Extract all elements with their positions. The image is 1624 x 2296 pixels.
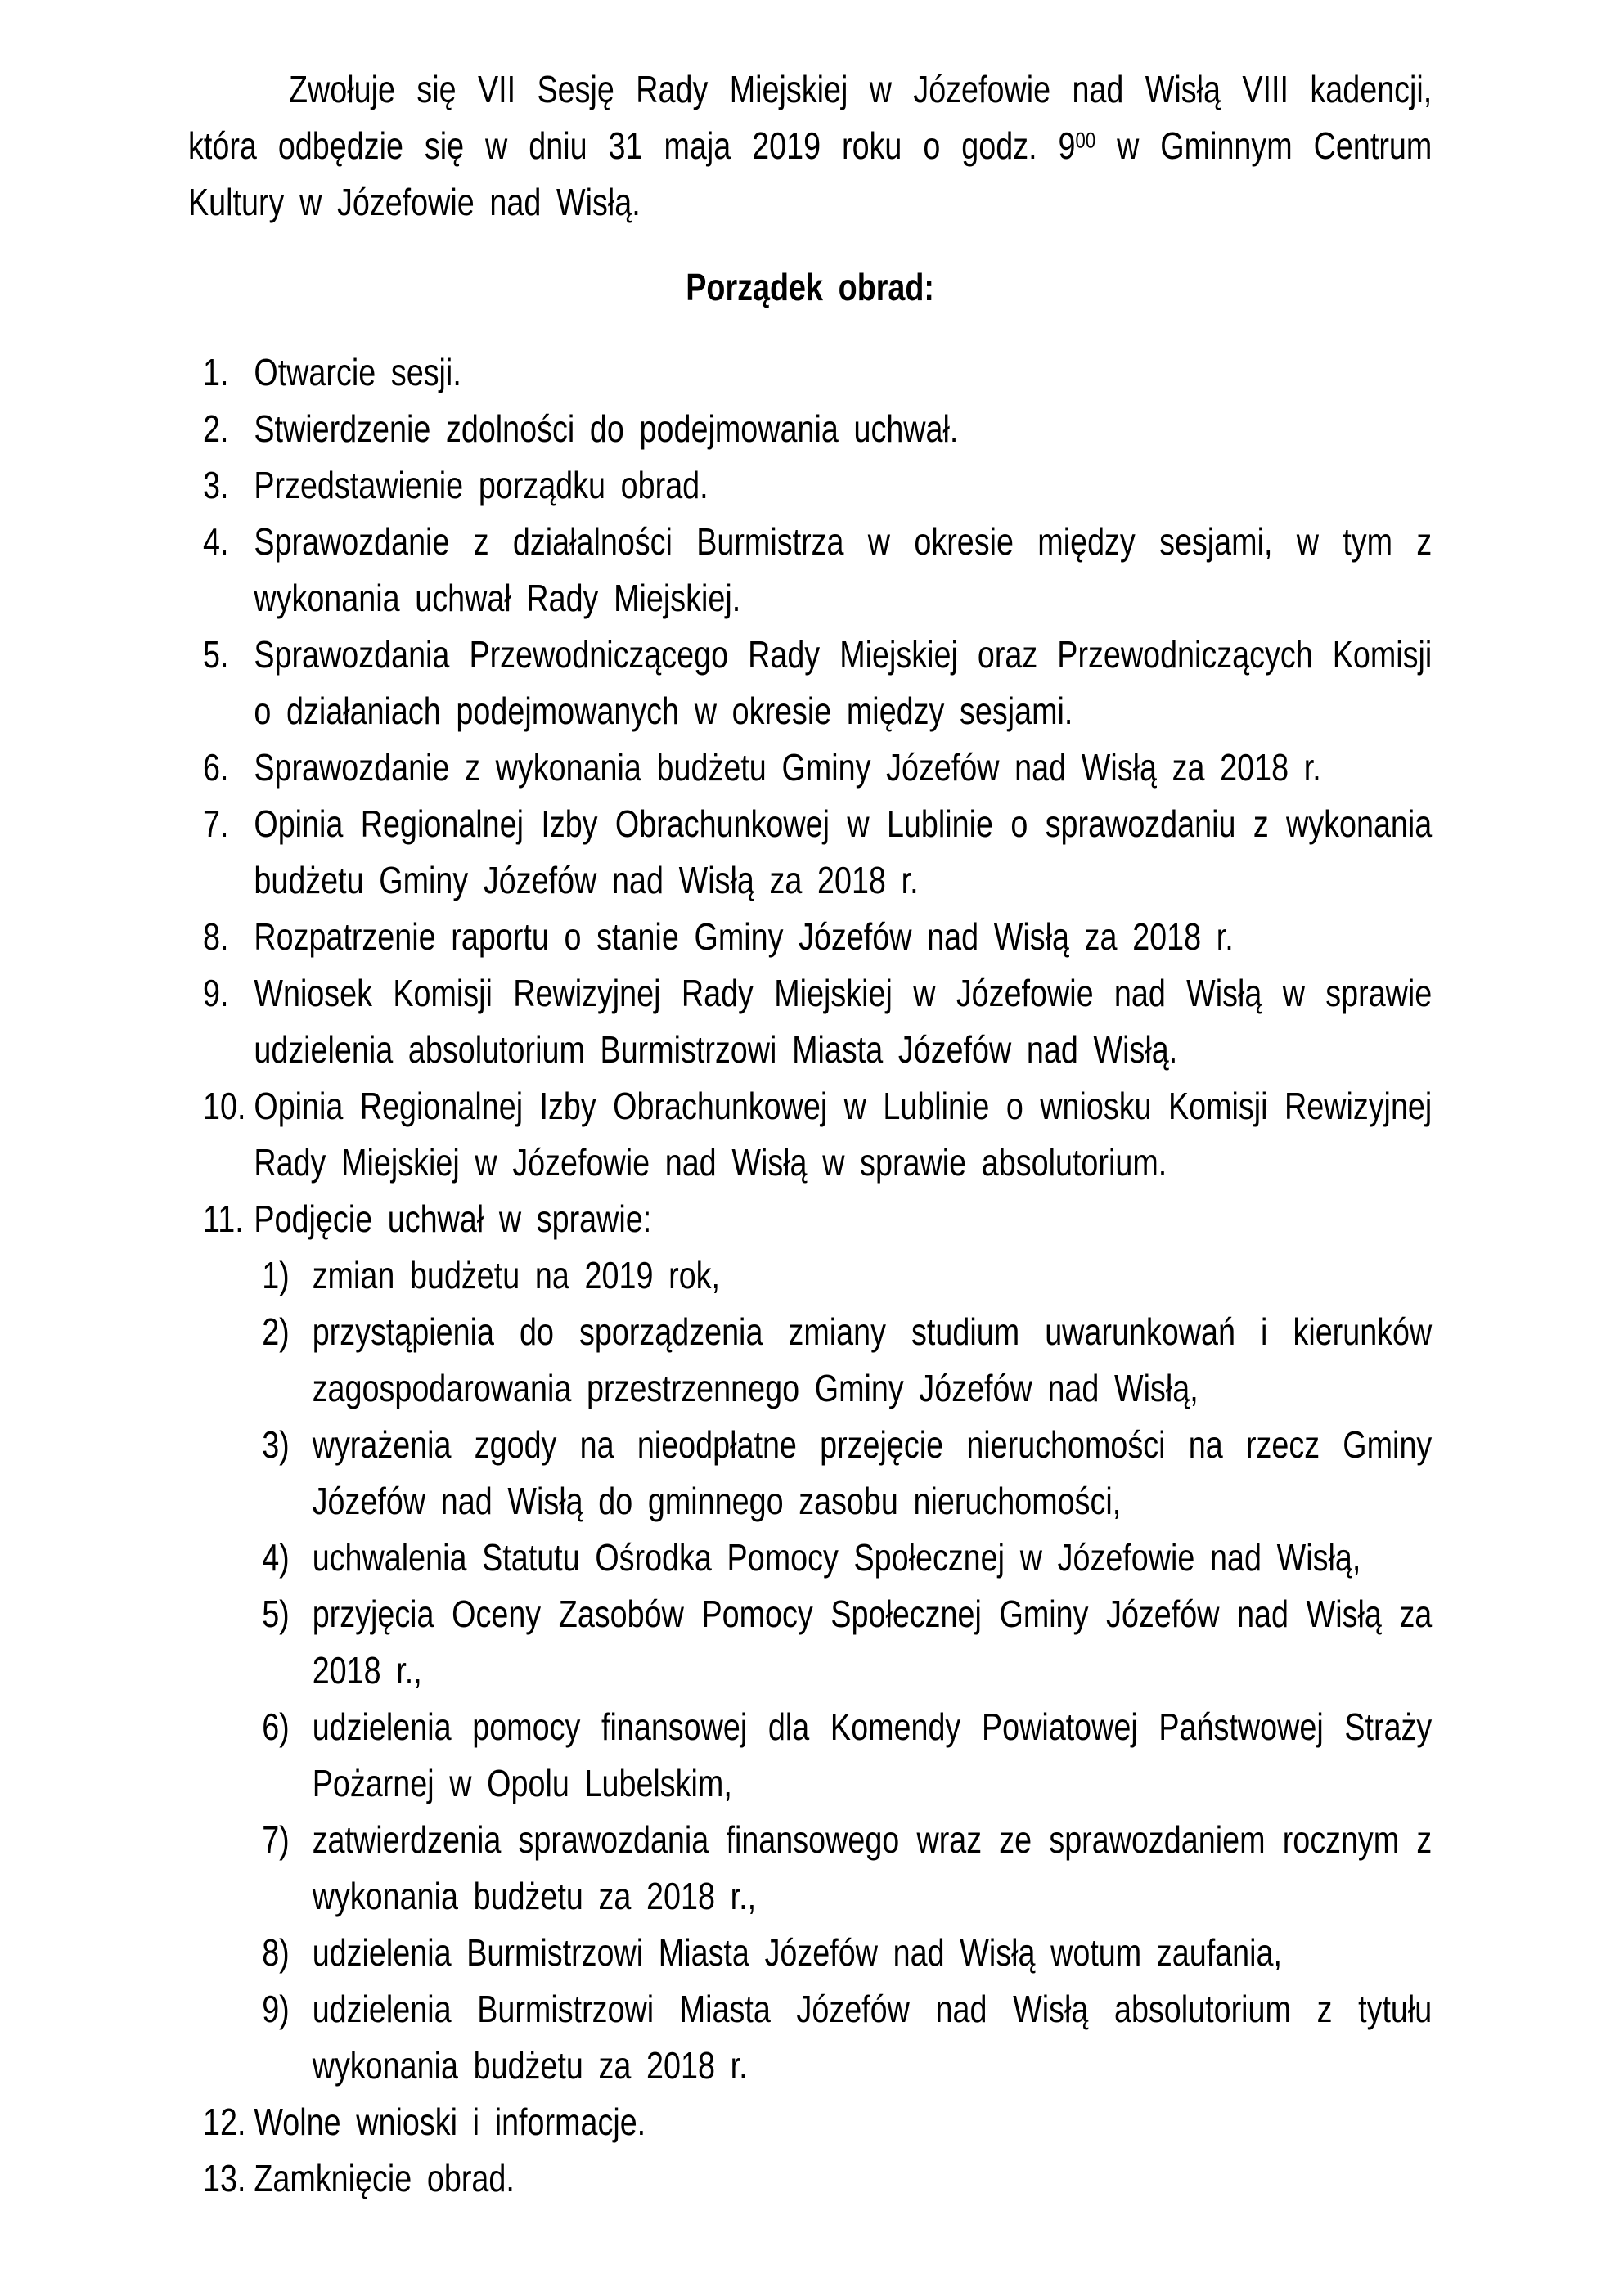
agenda-item-6-text: Sprawozdanie z wykonania budżetu Gminy Józefów nad Wisłą za 2018 r. bbox=[254, 746, 1321, 789]
agenda-subitem-7-text: zatwierdzenia sprawozdania finansowego wraz ze sprawozdaniem rocznym z wykonania budżetu za 2018 r., bbox=[312, 1818, 1433, 1917]
agenda-item-5-text: Sprawozdania Przewodniczącego Rady Miejskiej oraz Przewodniczących Komisji o działaniach podejmowanych w okresie między sesjami. bbox=[254, 633, 1433, 732]
agenda-item-9-number: 9. bbox=[203, 972, 229, 1014]
agenda-item-11-number: 11. bbox=[203, 1197, 244, 1240]
agenda-item-7-text: Opinia Regionalnej Izby Obrachunkowej w Lublinie o sprawozdaniu z wykonania budżetu Gminy Józefów nad Wisłą za 2018 r. bbox=[254, 802, 1433, 901]
agenda-subitem-2-number: 2) bbox=[262, 1310, 290, 1353]
agenda-item-1-text: Otwarcie sesji. bbox=[254, 351, 461, 393]
agenda-item-7-number: 7. bbox=[203, 802, 229, 845]
agenda-item-5-number: 5. bbox=[203, 633, 229, 676]
agenda-item-13-text: Zamknięcie obrad. bbox=[254, 2157, 515, 2199]
agenda-item-3-number: 3. bbox=[203, 464, 229, 506]
agenda-item-4 bbox=[188, 514, 1432, 627]
agenda-subitem-6 bbox=[188, 1699, 1432, 1812]
agenda-item-13 bbox=[188, 2150, 1432, 2207]
intro-text-before-superscript: Zwołuje się VII Sesję Rady Miejskiej w Józefowie nad Wisłą VIII kadencji, która odbędzie się w dniu 31 maja 2019 roku o godz. 9 bbox=[188, 68, 1433, 167]
agenda-item-7 bbox=[188, 796, 1432, 909]
agenda-subitem-4 bbox=[188, 1530, 1432, 1586]
agenda-item-12-text: Wolne wnioski i informacje. bbox=[254, 2101, 646, 2143]
agenda-item-4-number: 4. bbox=[203, 520, 229, 563]
agenda-item-4-text: Sprawozdanie z działalności Burmistrza w okresie między sesjami, w tym z wykonania uchwał Rady Miejskiej. bbox=[254, 520, 1433, 619]
agenda-subitem-8-text: udzielenia Burmistrzowi Miasta Józefów nad Wisłą wotum zaufania, bbox=[312, 1931, 1282, 1974]
agenda-subitem-8-number: 8) bbox=[262, 1931, 290, 1974]
agenda-item-6-number: 6. bbox=[203, 746, 229, 789]
agenda-subitem-9-number: 9) bbox=[262, 1988, 290, 2030]
agenda-item-8-number: 8. bbox=[203, 915, 229, 958]
agenda-item-3 bbox=[188, 457, 1432, 514]
agenda-item-1-number: 1. bbox=[203, 351, 229, 393]
agenda-subitem-4-text: uchwalenia Statutu Ośrodka Pomocy Społecznej w Józefowie nad Wisłą, bbox=[312, 1536, 1361, 1579]
document-content bbox=[188, 0, 1432, 2207]
agenda-item-11-text: Podjęcie uchwał w sprawie: bbox=[254, 1197, 652, 1240]
agenda-subitem-1-number: 1) bbox=[262, 1254, 290, 1296]
agenda-subitem-9-text: udzielenia Burmistrzowi Miasta Józefów nad Wisłą absolutorium z tytułu wykonania budżetu za 2018 r. bbox=[312, 1988, 1433, 2087]
agenda-subitem-3-number: 3) bbox=[262, 1423, 290, 1466]
agenda-item-11 bbox=[188, 1191, 1432, 1247]
agenda-subitem-3 bbox=[188, 1417, 1432, 1530]
agenda-subitem-3-text: wyrażenia zgody na nieodpłatne przejęcie nieruchomości na rzecz Gminy Józefów nad Wisłą do gminnego zasobu nieruchomości, bbox=[312, 1423, 1433, 1522]
agenda-subitem-1 bbox=[188, 1247, 1432, 1304]
agenda-subitem-6-number: 6) bbox=[262, 1705, 290, 1748]
agenda-subitem-5-number: 5) bbox=[262, 1593, 290, 1635]
agenda-item-8-text: Rozpatrzenie raportu o stanie Gminy Józefów nad Wisłą za 2018 r. bbox=[254, 915, 1234, 958]
intro-text-after-superscript: w Gminnym Centrum Kultury w Józefowie nad Wisłą. bbox=[188, 124, 1433, 223]
agenda-subitem-5-text: przyjęcia Oceny Zasobów Pomocy Społecznej Gminy Józefów nad Wisłą za 2018 r., bbox=[312, 1593, 1433, 1692]
agenda-item-8 bbox=[188, 909, 1432, 965]
agenda-item-2-text: Stwierdzenie zdolności do podejmowania uchwał. bbox=[254, 407, 959, 450]
agenda-item-1 bbox=[188, 344, 1432, 401]
agenda-subitem-5 bbox=[188, 1586, 1432, 1699]
agenda-subitem-1-text: zmian budżetu na 2019 rok, bbox=[312, 1254, 721, 1296]
agenda-item-6 bbox=[188, 739, 1432, 796]
agenda-subitem-8 bbox=[188, 1925, 1432, 1981]
agenda-heading: Porządek obrad: bbox=[686, 266, 935, 308]
agenda-item-9 bbox=[188, 965, 1432, 1078]
agenda-item-12 bbox=[188, 2094, 1432, 2150]
agenda-item-2-number: 2. bbox=[203, 407, 229, 450]
time-superscript: 00 bbox=[1075, 128, 1096, 153]
agenda-item-5 bbox=[188, 627, 1432, 739]
agenda-item-9-text: Wniosek Komisji Rewizyjnej Rady Miejskiej w Józefowie nad Wisłą w sprawie udzielenia absolutorium Burmistrzowi Miasta Józefów nad Wisłą. bbox=[254, 972, 1433, 1071]
agenda-item-3-text: Przedstawienie porządku obrad. bbox=[254, 464, 709, 506]
agenda-item-10-number: 10. bbox=[203, 1085, 246, 1127]
agenda-subitem-2-text: przystąpienia do sporządzenia zmiany studium uwarunkowań i kierunków zagospodarowania przestrzennego Gminy Józefów nad Wisłą, bbox=[312, 1310, 1433, 1409]
agenda-subitem-6-text: udzielenia pomocy finansowej dla Komendy Powiatowej Państwowej Straży Pożarnej w Opolu Lubelskim, bbox=[312, 1705, 1433, 1804]
agenda-item-2 bbox=[188, 401, 1432, 457]
agenda-subitem-7-number: 7) bbox=[262, 1818, 290, 1861]
intro-paragraph bbox=[188, 61, 1432, 231]
agenda-item-10-text: Opinia Regionalnej Izby Obrachunkowej w Lublinie o wniosku Komisji Rewizyjnej Rady Miejskiej w Józefowie nad Wisłą w sprawie absolutorium. bbox=[254, 1085, 1433, 1184]
agenda-subitem-9 bbox=[188, 1981, 1432, 2094]
agenda-item-12-number: 12. bbox=[203, 2101, 246, 2143]
agenda-subitem-2 bbox=[188, 1304, 1432, 1417]
agenda-subitem-7 bbox=[188, 1812, 1432, 1925]
agenda-item-13-number: 13. bbox=[203, 2157, 246, 2199]
agenda-item-10 bbox=[188, 1078, 1432, 1191]
agenda-subitem-4-number: 4) bbox=[262, 1536, 290, 1579]
